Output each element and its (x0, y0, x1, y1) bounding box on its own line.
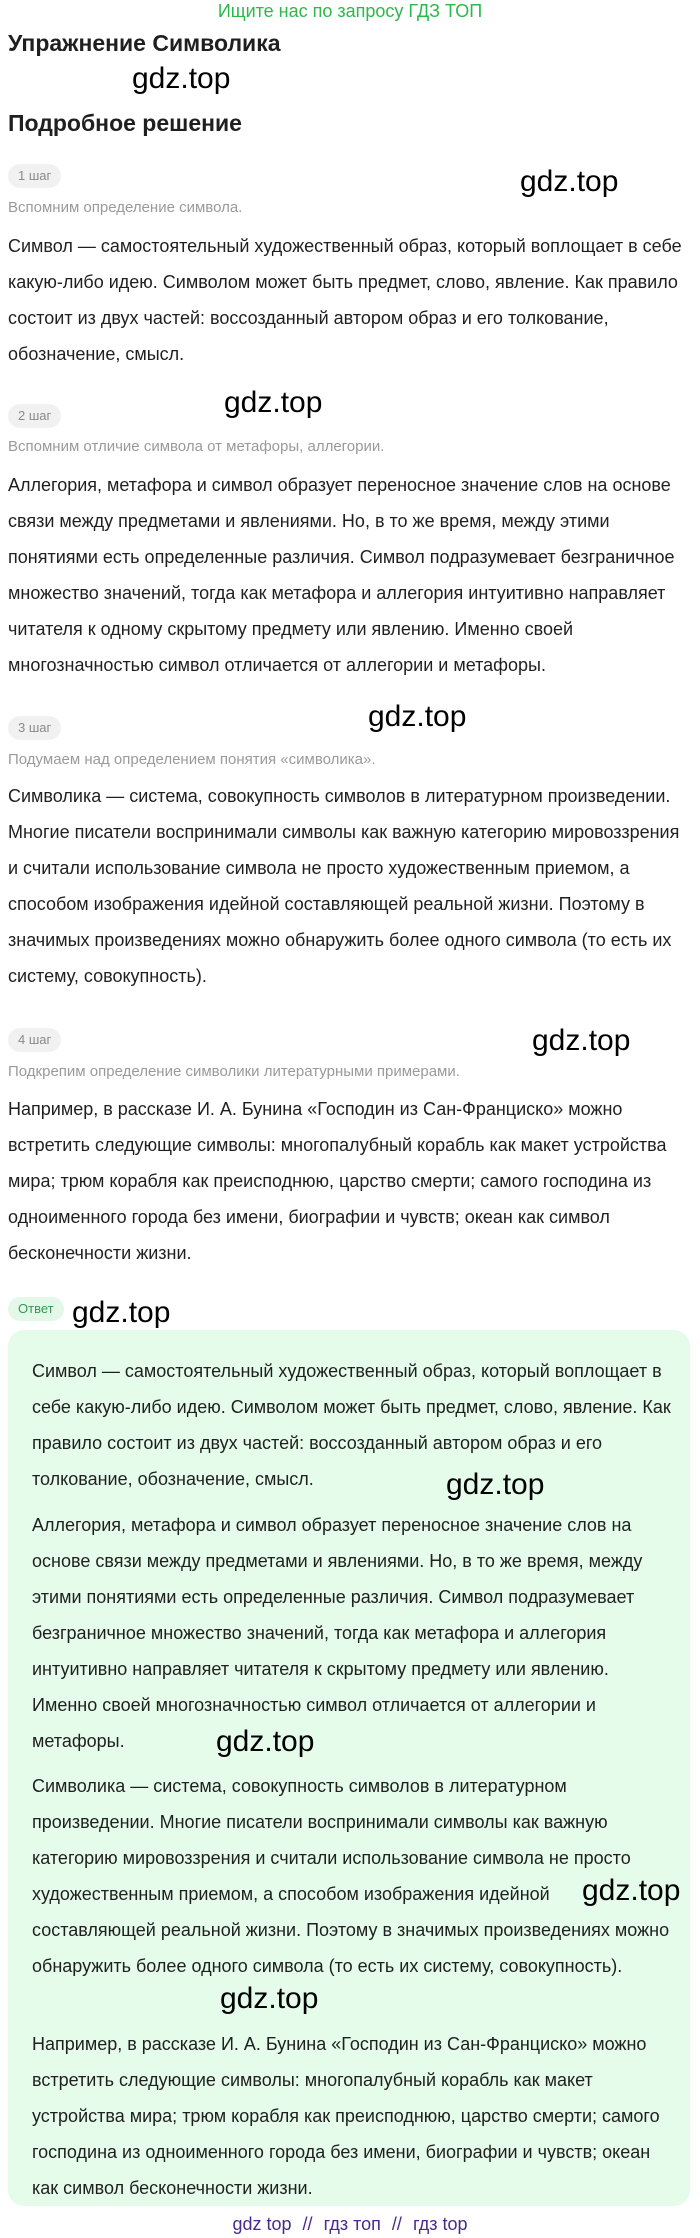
step-text: Аллегория, метафора и символ образует переносное значение слов на основе связи между предметами и явлениями. Но, в то же время, между этими понятиями есть определенные различия. Символ подразумевает безграничное множество значений, тогда как метафора и аллегория интуитивно направляет читателя к одному скрытому предмету или явлению. Именно своей многозначностью символ отличается от аллегории и метафоры. (8, 475, 675, 675)
footer-link[interactable]: гдз топ (323, 2214, 381, 2234)
answer-label: Ответ (8, 1297, 64, 1321)
watermark: gdz.top (132, 62, 231, 95)
step-hint: Подумаем над определением понятия «символика». (8, 751, 376, 768)
footer-links (0, 2212, 700, 2236)
step-label: 4 шаг (8, 1028, 61, 1052)
watermark: gdz.top (368, 700, 467, 733)
step-hint: Подкрепим определение символики литературными примерами. (8, 1063, 460, 1080)
section-title: Подробное решение (8, 110, 242, 136)
watermark: gdz.top (532, 1024, 631, 1057)
watermark: gdz.top (446, 1468, 545, 1501)
watermark: gdz.top (220, 1982, 319, 2015)
watermark: gdz.top (72, 1296, 171, 1329)
footer-link[interactable]: гдз top (412, 2214, 468, 2234)
step-label: 1 шаг (8, 164, 61, 188)
answer-paragraph: Символика — система, совокупность символов в литературном произведении. Многие писатели воспринимали символы как важную категорию мировоззрения и считали использование символа не просто художественным приемом, а способом изображения идейной составляющей реальной жизни. Поэтому в значимых произведениях можно обнаружить более одного символа (то есть их систему, совокупность). (32, 1776, 670, 1976)
answer-paragraph: Символ — самостоятельный художественный образ, который воплощает в себе какую-либо идею. Символом может быть предмет, слово, явление. Как правило состоит из двух частей: воссозданный автором образ и его толкование, обозначение, смысл. (32, 1361, 671, 1489)
step-label: 2 шаг (8, 404, 61, 428)
step-text: Символ — самостоятельный художественный образ, который воплощает в себе какую-либо идею. Символом может быть предмет, слово, явление. Как правило состоит из двух частей: воссозданный автором образ и его толкование, обозначение, смысл. (8, 236, 682, 364)
step-text: Символика — система, совокупность символов в литературном произведении. Многие писатели воспринимали символы как важную категорию мировоззрения и считали использование символа не просто художественным приемом, а способом изображения идейной составляющей реальной жизни. Поэтому в значимых произведениях можно обнаружить более одного символа (то есть их систему, совокупность). (8, 786, 680, 986)
watermark: gdz.top (520, 165, 619, 198)
page-title: Упражнение Символика (8, 30, 281, 56)
answer-paragraph: Аллегория, метафора и символ образует переносное значение слов на основе связи между предметами и явлениями. Но, в то же время, между этими понятиями есть определенные различия. Символ подразумевает безграничное множество значений, тогда как метафора и аллегория интуитивно направляет читателя к скрытому предмету или явлению. Именно своей многозначностью символ отличается от аллегории и метафоры. (32, 1515, 643, 1751)
watermark: gdz.top (224, 386, 323, 419)
answer-paragraph: Например, в рассказе И. А. Бунина «Господин из Сан-Франциско» можно встретить следующие символы: многопалубный корабль как макет устройства мира; трюм корабля как преисподнюю, царство смерти; самого господина из одноименного города без имени, биографии и чувств; океан как символ бесконечности жизни. (32, 2034, 660, 2198)
footer-separator: // (302, 2214, 313, 2234)
watermark: gdz.top (582, 1874, 681, 1907)
top-banner: Ищите нас по запросу ГДЗ ТОП (217, 1, 483, 21)
footer-separator: // (391, 2214, 402, 2234)
step-hint: Вспомним отличие символа от метафоры, аллегории. (8, 438, 385, 455)
step-hint: Вспомним определение символа. (8, 199, 243, 216)
step-label: 3 шаг (8, 716, 61, 740)
footer-link[interactable]: gdz top (232, 2214, 292, 2234)
watermark: gdz.top (216, 1725, 315, 1758)
step-text: Например, в рассказе И. А. Бунина «Господин из Сан-Франциско» можно встретить следующие символы: многопалубный корабль как макет устройства мира; трюм корабля как преисподнюю, царство смерти; самого господина из одноименного города без имени, биографии и чувств; океан как символ бесконечности жизни. (8, 1099, 667, 1263)
